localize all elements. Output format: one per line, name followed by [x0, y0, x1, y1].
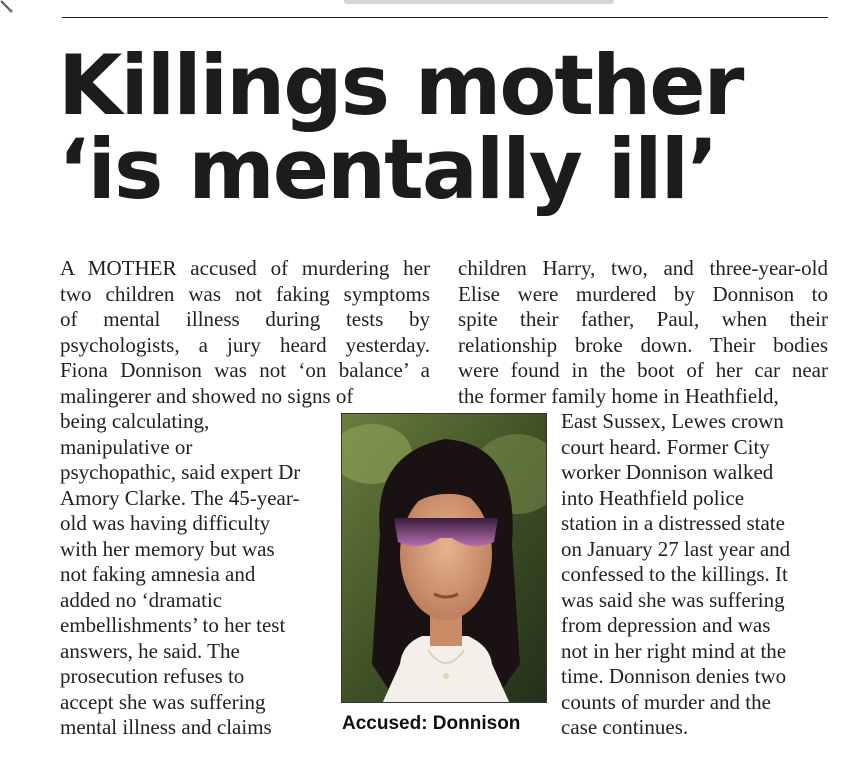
article-line: not faking amnesia and	[60, 562, 256, 586]
article-line: embellishments’ to her test	[60, 613, 286, 637]
article-line: mental illness and claims	[60, 715, 272, 739]
article-line: two children was not faking symptoms	[60, 281, 430, 306]
article-line: prosecution refuses to	[60, 664, 245, 688]
article-line: malingerer and showed no signs of	[60, 383, 354, 408]
page-tab	[344, 0, 614, 4]
article-line: court heard. Former City	[561, 434, 770, 459]
article-line: East Sussex, Lewes crown	[561, 409, 784, 433]
article-line: of mental illness during tests by	[60, 307, 430, 331]
pencil-icon	[0, 0, 14, 14]
article-line: were found in the boot of her car near	[458, 358, 828, 382]
article-line: case continues.	[561, 715, 689, 739]
article-line: Elise were murdered by Donnison to	[458, 281, 828, 306]
article-line: psychopathic, said expert Dr	[60, 460, 301, 484]
article-line: counts of murder and the	[561, 689, 771, 714]
article-line: old was having difficulty	[60, 511, 271, 535]
article-line: not in her right mind at the	[561, 638, 787, 663]
article-line: from depression and was	[561, 613, 771, 637]
article-line: into Heathfield police	[561, 485, 745, 510]
portrait-image	[342, 414, 547, 703]
article-line: time. Donnison denies two	[561, 664, 787, 688]
article-line: Amory Clarke. The 45-year-	[60, 485, 300, 510]
article-line: was said she was suffering	[561, 587, 785, 612]
article-line: manipulative or	[60, 434, 193, 459]
article-line: relationship broke down. Their bodies	[458, 332, 828, 357]
headline-line-2: ‘is mentally ill’	[58, 121, 717, 218]
article-line: A MOTHER accused of murdering her	[60, 256, 430, 280]
article-line: station in a distressed state	[561, 511, 785, 535]
top-rule	[62, 17, 828, 18]
article-line: the former family home in Heathfield,	[458, 383, 779, 408]
photo-caption: Accused: Donnison	[342, 713, 521, 734]
headline	[58, 37, 848, 218]
article-line: accept she was suffering	[60, 689, 266, 714]
article-line: Fiona Donnison was not ‘on balance’ a	[60, 358, 430, 382]
article-line: being calculating,	[60, 409, 210, 433]
photo-donnison	[341, 413, 547, 703]
article-line: confessed to the killings. It	[561, 562, 788, 586]
article-line: on January 27 last year and	[561, 536, 791, 561]
headline-line-1: Killings mother	[58, 37, 743, 134]
article-line: with her memory but was	[60, 536, 275, 561]
article-line: psychologists, a jury heard yesterday.	[60, 332, 430, 357]
article-line: children Harry, two, and three-year-old	[458, 256, 828, 280]
article-line: added no ‘dramatic	[60, 587, 223, 612]
article-line: spite their father, Paul, when their	[458, 307, 828, 331]
article-line: worker Donnison walked	[561, 460, 774, 484]
article-line: answers, he said. The	[60, 638, 240, 663]
